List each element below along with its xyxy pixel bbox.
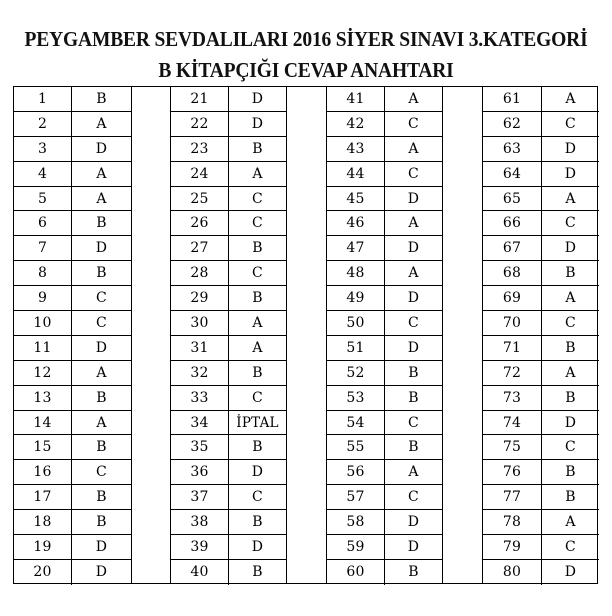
answer-row bbox=[171, 361, 286, 386]
answer-letter: B bbox=[96, 215, 107, 232]
answer-letter: B bbox=[252, 290, 263, 307]
answer-row bbox=[483, 361, 599, 386]
answer-letter: B bbox=[565, 489, 576, 506]
question-number: 40 bbox=[171, 560, 229, 585]
question-number: 78 bbox=[483, 510, 542, 534]
question-number: 66 bbox=[483, 211, 542, 235]
answer-row bbox=[171, 112, 286, 137]
question-number: 63 bbox=[483, 137, 542, 161]
question-number: 30 bbox=[171, 311, 229, 335]
question-number: 44 bbox=[327, 162, 385, 186]
answer-letter: B bbox=[96, 489, 107, 506]
question-number: 20 bbox=[14, 560, 72, 585]
answer-row bbox=[483, 137, 599, 162]
answer-row bbox=[14, 286, 131, 311]
answer-letter: B bbox=[96, 439, 107, 456]
answer-letter: B bbox=[565, 265, 576, 282]
answer-letter: A bbox=[408, 215, 419, 232]
answer-letter: A bbox=[408, 265, 419, 282]
answer-row bbox=[327, 261, 442, 286]
question-number: 50 bbox=[327, 311, 385, 335]
answer-row bbox=[14, 435, 131, 460]
question-number: 65 bbox=[483, 187, 542, 211]
question-number: 24 bbox=[171, 162, 229, 186]
answer-row bbox=[171, 435, 286, 460]
question-number: 60 bbox=[327, 560, 385, 585]
answer-letter: D bbox=[251, 115, 264, 132]
answer-letter: B bbox=[96, 265, 107, 282]
answer-letter: A bbox=[565, 90, 576, 107]
question-number: 58 bbox=[327, 510, 385, 534]
answer-letter: D bbox=[407, 538, 420, 555]
answer-letter: C bbox=[96, 314, 107, 331]
answer-letter: D bbox=[407, 339, 420, 356]
answer-letter: A bbox=[252, 165, 263, 182]
answer-row bbox=[14, 137, 131, 162]
question-number: 35 bbox=[171, 435, 229, 459]
question-number: 80 bbox=[483, 560, 542, 585]
answer-key-table bbox=[13, 86, 598, 584]
answer-row bbox=[483, 510, 599, 535]
question-number: 26 bbox=[171, 211, 229, 235]
answer-row bbox=[171, 386, 286, 411]
answer-row bbox=[483, 311, 599, 336]
question-number: 32 bbox=[171, 361, 229, 385]
question-number: 45 bbox=[327, 187, 385, 211]
answer-letter: B bbox=[408, 364, 419, 381]
question-number: 41 bbox=[327, 87, 385, 111]
answer-letter: D bbox=[95, 538, 108, 555]
question-number: 12 bbox=[14, 361, 72, 385]
question-number: 5 bbox=[14, 187, 72, 211]
answer-row bbox=[171, 510, 286, 535]
question-number: 61 bbox=[483, 87, 542, 111]
question-number: 2 bbox=[14, 112, 72, 136]
answer-row bbox=[483, 286, 599, 311]
answer-row bbox=[14, 236, 131, 261]
answer-row bbox=[171, 187, 286, 212]
question-number: 3 bbox=[14, 137, 72, 161]
question-number: 79 bbox=[483, 535, 542, 559]
answer-row bbox=[14, 211, 131, 236]
answer-letter: B bbox=[252, 364, 263, 381]
question-number: 74 bbox=[483, 411, 542, 435]
answer-letter: A bbox=[96, 414, 107, 431]
question-number: 64 bbox=[483, 162, 542, 186]
answer-letter: A bbox=[565, 364, 576, 381]
question-number: 11 bbox=[14, 336, 72, 360]
answer-letter: B bbox=[252, 514, 263, 531]
question-number: 71 bbox=[483, 336, 542, 360]
question-number: 7 bbox=[14, 236, 72, 260]
answer-letter: C bbox=[252, 215, 263, 232]
answer-row bbox=[483, 187, 599, 212]
answer-letter: D bbox=[564, 414, 577, 431]
answer-letter: D bbox=[95, 140, 108, 157]
answer-letter: A bbox=[96, 165, 107, 182]
question-number: 39 bbox=[171, 535, 229, 559]
question-number: 52 bbox=[327, 361, 385, 385]
answer-row bbox=[171, 87, 286, 112]
answer-row bbox=[171, 162, 286, 187]
answer-row bbox=[171, 535, 286, 560]
question-number: 59 bbox=[327, 535, 385, 559]
answer-row bbox=[327, 286, 442, 311]
answer-row bbox=[14, 87, 131, 112]
question-number: 53 bbox=[327, 386, 385, 410]
answer-letter: C bbox=[252, 190, 263, 207]
answer-row bbox=[171, 286, 286, 311]
answer-letter: D bbox=[407, 290, 420, 307]
answer-letter: A bbox=[96, 115, 107, 132]
question-number: 42 bbox=[327, 112, 385, 136]
answer-letter: D bbox=[95, 339, 108, 356]
answer-letter: C bbox=[252, 265, 263, 282]
answer-letter: B bbox=[565, 389, 576, 406]
answer-letter: B bbox=[408, 389, 419, 406]
answer-letter: D bbox=[564, 165, 577, 182]
answer-group bbox=[14, 87, 132, 583]
answer-row bbox=[327, 187, 442, 212]
document-subtitle: B KİTAPÇIĞI CEVAP ANAHTARI bbox=[158, 58, 454, 82]
question-number: 62 bbox=[483, 112, 542, 136]
answer-row bbox=[483, 386, 599, 411]
answer-letter: A bbox=[565, 290, 576, 307]
answer-letter: C bbox=[565, 439, 576, 456]
question-number: 37 bbox=[171, 485, 229, 509]
answer-row bbox=[171, 261, 286, 286]
question-number: 19 bbox=[14, 535, 72, 559]
question-number: 15 bbox=[14, 435, 72, 459]
answer-row bbox=[327, 336, 442, 361]
answer-letter: B bbox=[96, 389, 107, 406]
question-number: 8 bbox=[14, 261, 72, 285]
question-number: 31 bbox=[171, 336, 229, 360]
answer-letter: C bbox=[408, 115, 419, 132]
answer-row bbox=[483, 211, 599, 236]
question-number: 33 bbox=[171, 386, 229, 410]
answer-row bbox=[14, 386, 131, 411]
answer-row bbox=[14, 411, 131, 436]
answer-letter: C bbox=[96, 290, 107, 307]
answer-letter: A bbox=[565, 514, 576, 531]
answer-letter: D bbox=[95, 564, 108, 581]
question-number: 38 bbox=[171, 510, 229, 534]
answer-row bbox=[327, 361, 442, 386]
question-number: 27 bbox=[171, 236, 229, 260]
document-title: PEYGAMBER SEVDALILARI 2016 SİYER SINAVI 3.KATEGORİ bbox=[24, 27, 588, 51]
answer-row bbox=[327, 510, 442, 535]
answer-row bbox=[327, 211, 442, 236]
answer-row bbox=[327, 386, 442, 411]
answer-row bbox=[171, 236, 286, 261]
answer-row bbox=[14, 162, 131, 187]
answer-letter: C bbox=[565, 215, 576, 232]
answer-group bbox=[170, 87, 287, 583]
question-number: 6 bbox=[14, 211, 72, 235]
answer-row bbox=[14, 510, 131, 535]
question-number: 75 bbox=[483, 435, 542, 459]
question-number: 51 bbox=[327, 336, 385, 360]
answer-row bbox=[483, 87, 599, 112]
answer-row bbox=[327, 460, 442, 485]
question-number: 68 bbox=[483, 261, 542, 285]
question-number: 14 bbox=[14, 411, 72, 435]
answer-letter: C bbox=[252, 389, 263, 406]
answer-letter: B bbox=[565, 339, 576, 356]
question-number: 57 bbox=[327, 485, 385, 509]
answer-row bbox=[14, 560, 131, 585]
answer-row bbox=[171, 411, 286, 436]
question-number: 76 bbox=[483, 460, 542, 484]
answer-letter: C bbox=[565, 115, 576, 132]
answer-letter: A bbox=[252, 339, 263, 356]
answer-group bbox=[482, 87, 599, 583]
answer-row bbox=[483, 162, 599, 187]
answer-letter: B bbox=[252, 439, 263, 456]
question-number: 18 bbox=[14, 510, 72, 534]
answer-row bbox=[171, 485, 286, 510]
answer-row bbox=[327, 560, 442, 585]
question-number: 28 bbox=[171, 261, 229, 285]
answer-letter: C bbox=[565, 314, 576, 331]
question-number: 55 bbox=[327, 435, 385, 459]
answer-row bbox=[327, 435, 442, 460]
answer-letter: C bbox=[408, 414, 419, 431]
question-number: 10 bbox=[14, 311, 72, 335]
question-number: 29 bbox=[171, 286, 229, 310]
question-number: 36 bbox=[171, 460, 229, 484]
question-number: 69 bbox=[483, 286, 542, 310]
answer-letter: D bbox=[407, 514, 420, 531]
answer-letter: A bbox=[96, 190, 107, 207]
question-number: 43 bbox=[327, 137, 385, 161]
answer-letter: B bbox=[96, 514, 107, 531]
answer-letter: D bbox=[251, 538, 264, 555]
question-number: 21 bbox=[171, 87, 229, 111]
answer-letter: A bbox=[408, 464, 419, 481]
answer-row bbox=[327, 311, 442, 336]
answer-row bbox=[171, 211, 286, 236]
answer-row bbox=[14, 311, 131, 336]
answer-letter: B bbox=[252, 564, 263, 581]
answer-letter: D bbox=[564, 140, 577, 157]
answer-row bbox=[327, 137, 442, 162]
question-number: 73 bbox=[483, 386, 542, 410]
answer-row bbox=[327, 485, 442, 510]
answer-row bbox=[327, 162, 442, 187]
question-number: 54 bbox=[327, 411, 385, 435]
answer-row bbox=[483, 435, 599, 460]
answer-letter: B bbox=[252, 240, 263, 257]
answer-letter: D bbox=[564, 564, 577, 581]
question-number: 49 bbox=[327, 286, 385, 310]
answer-row bbox=[171, 460, 286, 485]
answer-row bbox=[483, 560, 599, 585]
answer-letter: A bbox=[96, 364, 107, 381]
question-number: 4 bbox=[14, 162, 72, 186]
answer-letter: A bbox=[408, 90, 419, 107]
answer-letter: D bbox=[407, 240, 420, 257]
question-number: 70 bbox=[483, 311, 542, 335]
answer-group bbox=[326, 87, 443, 583]
answer-row bbox=[171, 560, 286, 585]
question-number: 16 bbox=[14, 460, 72, 484]
answer-row bbox=[14, 460, 131, 485]
question-number: 13 bbox=[14, 386, 72, 410]
answer-letter: B bbox=[408, 439, 419, 456]
answer-letter: B bbox=[408, 564, 419, 581]
answer-letter: C bbox=[565, 538, 576, 555]
question-number: 56 bbox=[327, 460, 385, 484]
answer-letter: A bbox=[252, 314, 263, 331]
answer-row bbox=[483, 236, 599, 261]
answer-row bbox=[483, 460, 599, 485]
answer-row bbox=[171, 336, 286, 361]
answer-row bbox=[483, 336, 599, 361]
answer-row bbox=[483, 485, 599, 510]
answer-row bbox=[171, 137, 286, 162]
answer-row bbox=[483, 535, 599, 560]
answer-row bbox=[14, 187, 131, 212]
answer-row bbox=[483, 112, 599, 137]
question-number: 47 bbox=[327, 236, 385, 260]
question-number: 23 bbox=[171, 137, 229, 161]
answer-letter: D bbox=[95, 240, 108, 257]
answer-letter: C bbox=[96, 464, 107, 481]
question-number: 72 bbox=[483, 361, 542, 385]
answer-letter: B bbox=[252, 140, 263, 157]
question-number: 34 bbox=[171, 411, 229, 435]
question-number: 25 bbox=[171, 187, 229, 211]
question-number: 46 bbox=[327, 211, 385, 235]
question-number: 1 bbox=[14, 87, 72, 111]
answer-row bbox=[327, 411, 442, 436]
answer-row bbox=[14, 261, 131, 286]
answer-row bbox=[171, 311, 286, 336]
answer-row bbox=[14, 336, 131, 361]
question-number: 77 bbox=[483, 485, 542, 509]
answer-letter: A bbox=[565, 190, 576, 207]
answer-row bbox=[327, 87, 442, 112]
answer-letter: C bbox=[408, 314, 419, 331]
answer-letter: C bbox=[408, 165, 419, 182]
question-number: 67 bbox=[483, 236, 542, 260]
answer-row bbox=[327, 112, 442, 137]
answer-letter: D bbox=[251, 464, 264, 481]
answer-letter: D bbox=[564, 240, 577, 257]
answer-row bbox=[327, 535, 442, 560]
answer-row bbox=[14, 485, 131, 510]
question-number: 17 bbox=[14, 485, 72, 509]
answer-letter: D bbox=[251, 90, 264, 107]
answer-letter: C bbox=[252, 489, 263, 506]
answer-cancelled: İPTAL bbox=[236, 414, 279, 431]
answer-letter: B bbox=[96, 90, 107, 107]
answer-row bbox=[14, 112, 131, 137]
answer-row bbox=[14, 535, 131, 560]
answer-letter: C bbox=[408, 489, 419, 506]
answer-row bbox=[327, 236, 442, 261]
answer-row bbox=[483, 411, 599, 436]
answer-letter: A bbox=[408, 140, 419, 157]
question-number: 9 bbox=[14, 286, 72, 310]
answer-row bbox=[483, 261, 599, 286]
question-number: 22 bbox=[171, 112, 229, 136]
question-number: 48 bbox=[327, 261, 385, 285]
answer-letter: D bbox=[407, 190, 420, 207]
answer-row bbox=[14, 361, 131, 386]
answer-letter: B bbox=[565, 464, 576, 481]
